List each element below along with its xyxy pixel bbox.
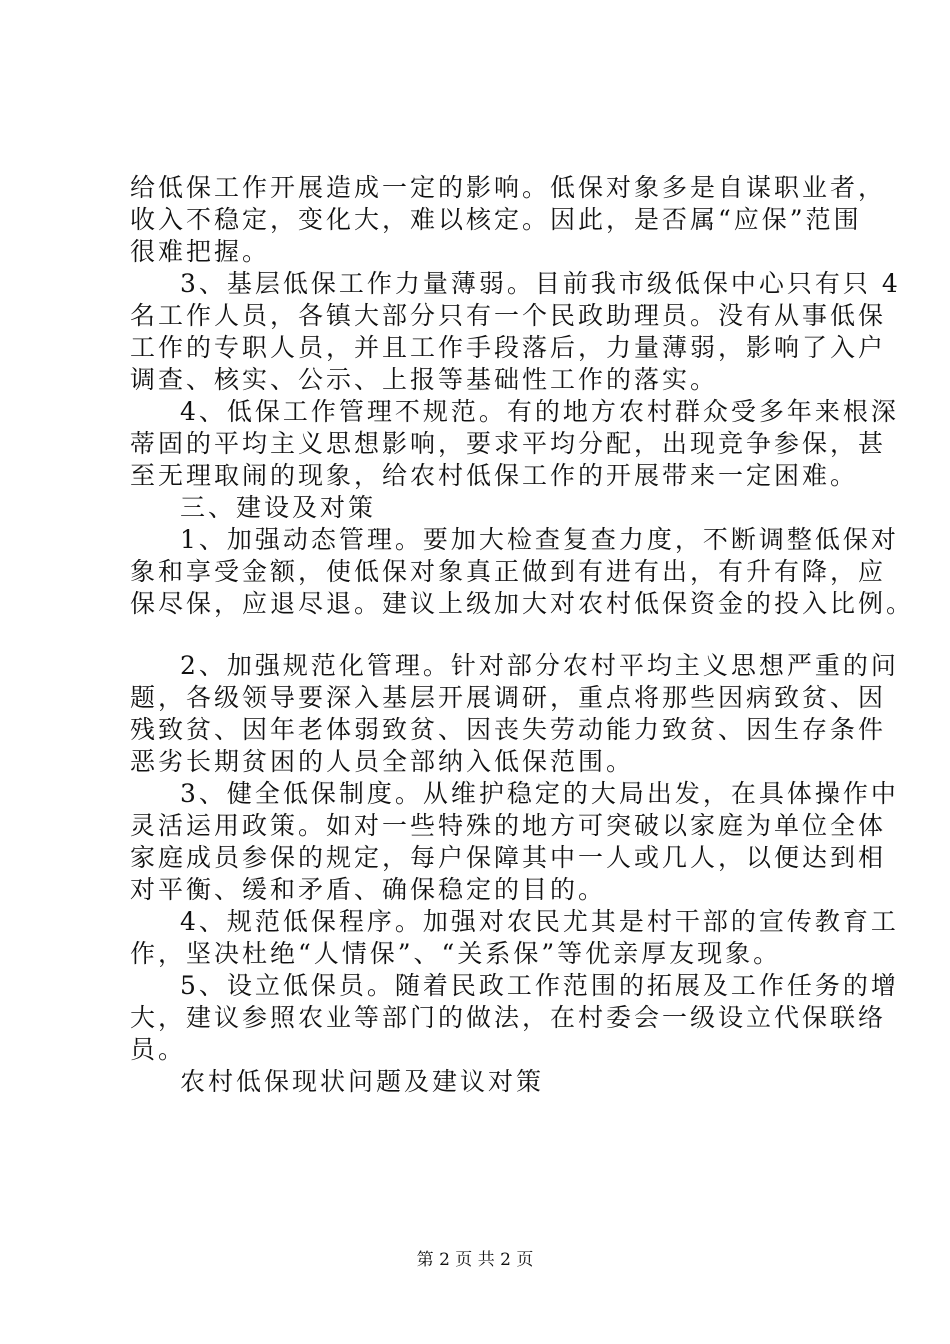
text-line: 灵活运用政策。如对一些特殊的地方可突破以家庭为单位全体 [130,811,887,840]
paragraph-start-line: 2、加强规范化管理。针对部分农村平均主义思想严重的问 [180,651,899,680]
text-line: 很难把握。 [130,237,271,266]
text-line: 蒂固的平均主义思想影响，要求平均分配，出现竞争参保，甚 [130,429,887,458]
text-line: 工作的专职人员，并且工作手段落后，力量薄弱，影响了入户 [130,333,887,362]
text-line: 保尽保，应退尽退。建议上级加大对农村低保资金的投入比例。 [130,589,915,618]
text-line: 恶劣长期贫困的人员全部纳入低保范围。 [130,747,635,776]
paragraph-start-line: 5、设立低保员。随着民政工作范围的拓展及工作任务的增 [180,971,899,1000]
text-line: 至无理取闹的现象，给农村低保工作的开展带来一定困难。 [130,461,859,490]
page-number-footer: 第 2 页 共 2 页 [416,1250,534,1270]
text-line: 对平衡、缓和矛盾、确保稳定的目的。 [130,875,607,904]
paragraph-start-line: 4、低保工作管理不规范。有的地方农村群众受多年来根深 [180,397,899,426]
text-line: 名工作人员，各镇大部分只有一个民政助理员。没有从事低保 [130,301,887,330]
text-line: 象和享受金额，使低保对象真正做到有进有出，有升有降，应 [130,557,887,586]
document-title-line: 农村低保现状问题及建议对策 [180,1067,545,1096]
text-line: 调查、核实、公示、上报等基础性工作的落实。 [130,365,719,394]
text-line: 题，各级领导要深入基层开展调研，重点将那些因病致贫、因 [130,683,887,712]
paragraph-gap [130,620,850,650]
text-line: 家庭成员参保的规定，每户保障其中一人或几人，以便达到相 [130,843,887,872]
document-body [130,172,915,1098]
section-heading: 三、建设及对策 [180,493,377,522]
paragraph-start-line: 1、加强动态管理。要加大检查复查力度，不断调整低保对 [180,525,899,554]
text-line: 给低保工作开展造成一定的影响。低保对象多是自谋职业者， [130,173,887,202]
paragraph-start-line: 4、规范低保程序。加强对农民尤其是村干部的宣传教育工 [180,907,899,936]
text-line: 员。 [130,1035,187,1064]
text-line: 大，建议参照农业等部门的做法，在村委会一级设立代保联络 [130,1003,887,1032]
text-line: 收入不稳定，变化大，难以核定。因此，是否属“应保”范围 [130,205,862,234]
paragraph-start-line: 3、基层低保工作力量薄弱。目前我市级低保中心只有只 4 [180,269,901,298]
text-line: 残致贫、因年老体弱致贫、因丧失劳动能力致贫、因生存条件 [130,715,887,744]
paragraph-start-line: 3、健全低保制度。从维护稳定的大局出发，在具体操作中 [180,779,899,808]
text-line: 作，坚决杜绝“人情保”、“关系保”等优亲厚友现象。 [130,939,782,968]
